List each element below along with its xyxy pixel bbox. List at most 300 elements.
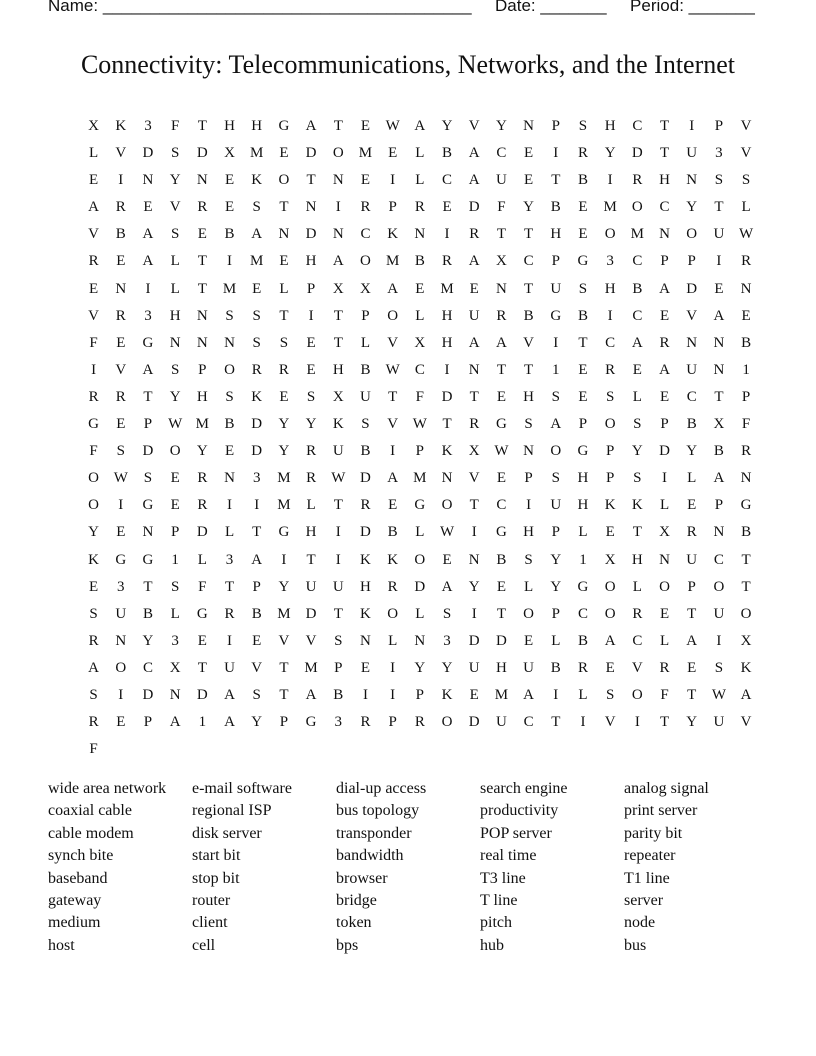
grid-letter[interactable]: T bbox=[333, 334, 343, 351]
grid-letter[interactable]: L bbox=[415, 307, 425, 324]
grid-letter[interactable]: E bbox=[496, 388, 506, 405]
grid-letter[interactable]: R bbox=[659, 659, 670, 676]
name-blank[interactable]: _______________________________________ bbox=[102, 0, 472, 15]
grid-letter[interactable]: B bbox=[577, 632, 588, 649]
grid-letter[interactable]: A bbox=[550, 416, 562, 433]
grid-letter[interactable]: C bbox=[442, 172, 453, 189]
grid-letter[interactable]: R bbox=[197, 199, 208, 216]
grid-letter[interactable]: S bbox=[252, 307, 261, 324]
grid-letter[interactable]: H bbox=[495, 659, 507, 676]
grid-letter[interactable]: P bbox=[524, 470, 533, 487]
grid-letter[interactable]: V bbox=[604, 714, 616, 731]
grid-letter[interactable]: B bbox=[550, 659, 561, 676]
grid-letter[interactable]: N bbox=[196, 307, 208, 324]
grid-letter[interactable]: Y bbox=[523, 199, 535, 216]
grid-letter[interactable]: B bbox=[741, 524, 752, 541]
grid-letter[interactable]: U bbox=[495, 714, 507, 731]
grid-letter[interactable]: P bbox=[388, 199, 397, 216]
grid-letter[interactable]: N bbox=[740, 470, 752, 487]
grid-letter[interactable]: U bbox=[305, 578, 317, 595]
grid-letter[interactable]: V bbox=[88, 307, 100, 324]
grid-letter[interactable]: W bbox=[385, 361, 400, 378]
grid-letter[interactable]: I bbox=[716, 632, 722, 649]
grid-letter[interactable]: B bbox=[442, 145, 453, 162]
grid-letter[interactable]: G bbox=[577, 253, 589, 270]
grid-letter[interactable]: A bbox=[142, 226, 154, 243]
grid-letter[interactable]: E bbox=[306, 361, 316, 378]
grid-letter[interactable]: R bbox=[278, 361, 289, 378]
grid-letter[interactable]: D bbox=[142, 686, 154, 703]
grid-letter[interactable]: A bbox=[387, 280, 399, 297]
grid-letter[interactable]: F bbox=[89, 741, 98, 758]
grid-letter[interactable]: P bbox=[660, 416, 669, 433]
grid-letter[interactable]: A bbox=[468, 145, 480, 162]
grid-letter[interactable]: T bbox=[496, 361, 506, 378]
grid-letter[interactable]: Y bbox=[142, 632, 154, 649]
grid-letter[interactable]: G bbox=[414, 497, 426, 514]
grid-letter[interactable]: O bbox=[441, 497, 453, 514]
grid-letter[interactable]: W bbox=[331, 470, 346, 487]
grid-letter[interactable]: I bbox=[607, 172, 613, 189]
grid-letter[interactable]: N bbox=[468, 361, 480, 378]
grid-letter[interactable]: C bbox=[496, 497, 507, 514]
grid-letter[interactable]: H bbox=[196, 388, 208, 405]
grid-letter[interactable]: I bbox=[471, 605, 477, 622]
grid-letter[interactable]: V bbox=[468, 470, 480, 487]
grid-letter[interactable]: U bbox=[468, 659, 480, 676]
grid-letter[interactable]: R bbox=[115, 307, 126, 324]
grid-letter[interactable]: B bbox=[224, 416, 235, 433]
grid-letter[interactable]: D bbox=[360, 470, 371, 487]
grid-letter[interactable]: I bbox=[335, 199, 341, 216]
grid-letter[interactable]: O bbox=[631, 686, 643, 703]
grid-letter[interactable]: V bbox=[169, 199, 181, 216]
grid-letter[interactable]: G bbox=[278, 524, 290, 541]
grid-letter[interactable]: H bbox=[604, 118, 616, 134]
grid-letter[interactable]: Y bbox=[441, 659, 453, 676]
grid-letter[interactable]: U bbox=[468, 307, 480, 324]
grid-letter[interactable]: S bbox=[605, 686, 615, 703]
grid-letter[interactable]: T bbox=[306, 172, 316, 189]
grid-letter[interactable]: X bbox=[495, 253, 507, 270]
grid-letter[interactable]: H bbox=[577, 497, 589, 514]
grid-letter[interactable]: H bbox=[631, 551, 643, 568]
grid-letter[interactable]: E bbox=[741, 307, 751, 324]
grid-letter[interactable]: L bbox=[659, 497, 670, 514]
grid-letter[interactable]: E bbox=[714, 280, 724, 297]
grid-letter[interactable]: L bbox=[388, 632, 398, 649]
grid-letter[interactable]: L bbox=[224, 524, 235, 541]
grid-letter[interactable]: E bbox=[388, 145, 398, 162]
grid-letter[interactable]: U bbox=[686, 145, 698, 162]
grid-letter[interactable]: D bbox=[360, 524, 371, 541]
grid-letter[interactable]: R bbox=[469, 416, 480, 433]
grid-letter[interactable]: X bbox=[659, 524, 670, 541]
grid-letter[interactable]: A bbox=[169, 714, 181, 731]
grid-letter[interactable]: E bbox=[224, 443, 235, 460]
grid-letter[interactable]: U bbox=[495, 172, 507, 189]
grid-letter[interactable]: E bbox=[578, 388, 588, 405]
grid-letter[interactable]: U bbox=[550, 280, 562, 297]
grid-letter[interactable]: 3 bbox=[144, 307, 152, 324]
grid-letter[interactable]: G bbox=[142, 551, 154, 568]
grid-letter[interactable]: N bbox=[523, 443, 535, 460]
grid-letter[interactable]: R bbox=[496, 307, 507, 324]
grid-letter[interactable]: P bbox=[361, 307, 370, 324]
grid-letter[interactable]: A bbox=[414, 118, 426, 134]
grid-letter[interactable]: M bbox=[250, 253, 264, 270]
grid-letter[interactable]: N bbox=[740, 280, 752, 297]
grid-letter[interactable]: 1 bbox=[552, 361, 560, 378]
grid-letter[interactable]: R bbox=[224, 605, 235, 622]
grid-letter[interactable]: D bbox=[196, 524, 208, 541]
grid-letter[interactable]: A bbox=[713, 307, 725, 324]
grid-letter[interactable]: M bbox=[277, 470, 291, 487]
grid-letter[interactable]: R bbox=[469, 226, 480, 243]
grid-letter[interactable]: T bbox=[333, 307, 343, 324]
grid-letter[interactable]: E bbox=[469, 280, 479, 297]
grid-letter[interactable]: R bbox=[88, 714, 99, 731]
grid-letter[interactable]: U bbox=[686, 361, 698, 378]
grid-letter[interactable]: B bbox=[360, 361, 371, 378]
grid-letter[interactable]: A bbox=[224, 686, 235, 703]
grid-letter[interactable]: I bbox=[227, 253, 233, 270]
grid-letter[interactable]: L bbox=[415, 605, 425, 622]
grid-letter[interactable]: Y bbox=[550, 551, 562, 568]
grid-letter[interactable]: K bbox=[332, 416, 344, 433]
grid-letter[interactable]: E bbox=[632, 361, 642, 378]
grid-letter[interactable]: O bbox=[332, 145, 344, 162]
grid-letter[interactable]: M bbox=[630, 226, 645, 243]
grid-letter[interactable]: T bbox=[388, 388, 398, 405]
grid-letter[interactable]: O bbox=[604, 226, 616, 243]
grid-letter[interactable]: G bbox=[740, 497, 752, 514]
grid-letter[interactable]: K bbox=[441, 686, 453, 703]
grid-letter[interactable]: C bbox=[632, 253, 643, 270]
grid-letter[interactable]: M bbox=[440, 280, 454, 297]
grid-letter[interactable]: D bbox=[305, 605, 317, 622]
grid-letter[interactable]: P bbox=[714, 497, 724, 514]
grid-letter[interactable]: O bbox=[115, 659, 127, 676]
grid-letter[interactable]: O bbox=[604, 578, 616, 595]
grid-letter[interactable]: N bbox=[441, 470, 453, 487]
grid-letter[interactable]: B bbox=[333, 686, 344, 703]
grid-letter[interactable]: D bbox=[414, 578, 426, 595]
grid-letter[interactable]: O bbox=[686, 226, 698, 243]
grid-letter[interactable]: V bbox=[686, 307, 698, 324]
grid-letter[interactable]: B bbox=[713, 443, 724, 460]
grid-letter[interactable]: C bbox=[523, 253, 534, 270]
grid-letter[interactable]: X bbox=[169, 659, 181, 676]
grid-letter[interactable]: L bbox=[578, 686, 588, 703]
grid-letter[interactable]: I bbox=[118, 172, 124, 189]
grid-letter[interactable]: T bbox=[224, 578, 235, 595]
grid-letter[interactable]: I bbox=[662, 470, 668, 487]
grid-letter[interactable]: P bbox=[605, 443, 615, 460]
grid-letter[interactable]: O bbox=[360, 253, 371, 270]
grid-letter[interactable]: V bbox=[740, 714, 752, 731]
grid-letter[interactable]: G bbox=[550, 307, 562, 324]
grid-letter[interactable]: P bbox=[415, 686, 425, 703]
grid-letter[interactable]: K bbox=[740, 659, 752, 676]
grid-letter[interactable]: U bbox=[550, 497, 562, 514]
grid-letter[interactable]: M bbox=[250, 145, 264, 162]
grid-letter[interactable]: P bbox=[551, 524, 560, 541]
grid-letter[interactable]: P bbox=[170, 524, 180, 541]
grid-letter[interactable]: N bbox=[115, 280, 127, 297]
grid-letter[interactable]: I bbox=[362, 686, 368, 703]
grid-letter[interactable]: N bbox=[659, 226, 670, 243]
grid-letter[interactable]: O bbox=[224, 361, 235, 378]
grid-letter[interactable]: 3 bbox=[144, 118, 152, 134]
grid-letter[interactable]: D bbox=[305, 145, 317, 162]
grid-letter[interactable]: E bbox=[605, 659, 615, 676]
grid-letter[interactable]: Y bbox=[305, 416, 317, 433]
grid-letter[interactable]: M bbox=[277, 605, 291, 622]
grid-letter[interactable]: R bbox=[88, 388, 99, 405]
grid-letter[interactable]: I bbox=[335, 524, 341, 541]
grid-letter[interactable]: I bbox=[390, 172, 396, 189]
grid-letter[interactable]: S bbox=[306, 388, 316, 405]
grid-letter[interactable]: U bbox=[523, 659, 535, 676]
grid-letter[interactable]: S bbox=[252, 199, 261, 216]
grid-letter[interactable]: T bbox=[687, 686, 697, 703]
grid-letter[interactable]: 3 bbox=[252, 470, 261, 487]
grid-letter[interactable]: L bbox=[632, 578, 642, 595]
grid-letter[interactable]: N bbox=[196, 172, 208, 189]
grid-letter[interactable]: Y bbox=[686, 199, 698, 216]
grid-letter[interactable]: B bbox=[523, 307, 534, 324]
grid-letter[interactable]: S bbox=[578, 280, 588, 297]
grid-letter[interactable]: R bbox=[686, 524, 697, 541]
grid-letter[interactable]: T bbox=[197, 659, 207, 676]
grid-letter[interactable]: L bbox=[170, 280, 180, 297]
grid-letter[interactable]: A bbox=[142, 361, 154, 378]
grid-letter[interactable]: E bbox=[578, 199, 588, 216]
grid-letter[interactable]: K bbox=[631, 497, 643, 514]
grid-letter[interactable]: 3 bbox=[117, 578, 125, 595]
grid-letter[interactable]: A bbox=[387, 470, 399, 487]
grid-letter[interactable]: 1 bbox=[579, 551, 587, 568]
grid-letter[interactable]: R bbox=[442, 253, 453, 270]
grid-letter[interactable]: N bbox=[196, 334, 208, 351]
grid-letter[interactable]: S bbox=[225, 307, 234, 324]
grid-letter[interactable]: R bbox=[360, 199, 371, 216]
grid-letter[interactable]: T bbox=[659, 118, 670, 134]
grid-letter[interactable]: S bbox=[714, 172, 724, 189]
grid-letter[interactable]: S bbox=[633, 416, 642, 433]
grid-letter[interactable]: G bbox=[495, 524, 507, 541]
grid-letter[interactable]: H bbox=[523, 388, 535, 405]
grid-letter[interactable]: S bbox=[170, 361, 180, 378]
grid-letter[interactable]: N bbox=[142, 524, 154, 541]
grid-letter[interactable]: Y bbox=[686, 714, 698, 731]
grid-letter[interactable]: V bbox=[115, 361, 127, 378]
grid-letter[interactable]: M bbox=[494, 686, 509, 703]
grid-letter[interactable]: G bbox=[196, 605, 208, 622]
grid-letter[interactable]: E bbox=[116, 416, 126, 433]
grid-letter[interactable]: U bbox=[713, 605, 725, 622]
grid-letter[interactable]: N bbox=[169, 686, 181, 703]
grid-letter[interactable]: B bbox=[360, 443, 371, 460]
grid-letter[interactable]: I bbox=[227, 632, 233, 649]
grid-letter[interactable]: S bbox=[551, 470, 560, 487]
grid-letter[interactable]: N bbox=[659, 551, 670, 568]
grid-letter[interactable]: D bbox=[468, 199, 480, 216]
grid-letter[interactable]: O bbox=[604, 605, 616, 622]
grid-letter[interactable]: G bbox=[115, 551, 127, 568]
grid-letter[interactable]: S bbox=[633, 470, 642, 487]
grid-letter[interactable]: 1 bbox=[171, 551, 179, 568]
grid-letter[interactable]: E bbox=[197, 632, 207, 649]
grid-letter[interactable]: S bbox=[170, 226, 180, 243]
grid-letter[interactable]: P bbox=[714, 118, 724, 134]
grid-letter[interactable]: B bbox=[577, 172, 588, 189]
grid-letter[interactable]: T bbox=[252, 524, 262, 541]
grid-letter[interactable]: T bbox=[714, 388, 724, 405]
grid-letter[interactable]: S bbox=[170, 578, 180, 595]
grid-letter[interactable]: R bbox=[577, 145, 588, 162]
grid-letter[interactable]: W bbox=[113, 470, 128, 487]
grid-letter[interactable]: I bbox=[553, 686, 559, 703]
grid-letter[interactable]: L bbox=[415, 145, 425, 162]
grid-letter[interactable]: G bbox=[495, 416, 507, 433]
grid-letter[interactable]: D bbox=[495, 632, 507, 649]
grid-letter[interactable]: B bbox=[577, 307, 588, 324]
grid-letter[interactable]: O bbox=[550, 443, 562, 460]
grid-letter[interactable]: M bbox=[222, 280, 237, 297]
grid-letter[interactable]: E bbox=[252, 632, 262, 649]
grid-letter[interactable]: A bbox=[659, 280, 670, 297]
grid-letter[interactable]: N bbox=[414, 632, 426, 649]
grid-letter[interactable]: R bbox=[360, 714, 371, 731]
grid-letter[interactable]: G bbox=[577, 578, 589, 595]
grid-letter[interactable]: Y bbox=[686, 443, 698, 460]
grid-letter[interactable]: N bbox=[468, 551, 480, 568]
grid-letter[interactable]: R bbox=[115, 199, 126, 216]
grid-letter[interactable]: S bbox=[89, 605, 98, 622]
grid-letter[interactable]: T bbox=[659, 145, 670, 162]
grid-letter[interactable]: C bbox=[632, 632, 643, 649]
grid-letter[interactable]: W bbox=[385, 118, 400, 134]
grid-letter[interactable]: H bbox=[441, 307, 453, 324]
grid-letter[interactable]: C bbox=[713, 551, 724, 568]
grid-letter[interactable]: H bbox=[332, 361, 344, 378]
grid-letter[interactable]: T bbox=[333, 605, 343, 622]
grid-letter[interactable]: E bbox=[143, 199, 153, 216]
grid-letter[interactable]: R bbox=[741, 443, 752, 460]
grid-letter[interactable]: B bbox=[115, 226, 126, 243]
grid-letter[interactable]: K bbox=[604, 497, 616, 514]
grid-letter[interactable]: A bbox=[88, 199, 100, 216]
grid-letter[interactable]: N bbox=[495, 280, 507, 297]
grid-letter[interactable]: D bbox=[468, 632, 480, 649]
grid-letter[interactable]: L bbox=[578, 524, 588, 541]
grid-letter[interactable]: U bbox=[713, 714, 725, 731]
grid-letter[interactable]: X bbox=[414, 334, 426, 351]
grid-letter[interactable]: K bbox=[251, 172, 263, 189]
grid-letter[interactable]: D bbox=[441, 388, 453, 405]
grid-letter[interactable]: S bbox=[605, 388, 615, 405]
grid-letter[interactable]: K bbox=[251, 388, 263, 405]
grid-letter[interactable]: N bbox=[115, 632, 127, 649]
grid-letter[interactable]: P bbox=[198, 361, 207, 378]
grid-letter[interactable]: X bbox=[332, 280, 344, 297]
grid-letter[interactable]: E bbox=[360, 118, 371, 134]
grid-letter[interactable]: W bbox=[739, 226, 754, 243]
grid-letter[interactable]: B bbox=[414, 253, 425, 270]
grid-letter[interactable]: E bbox=[415, 280, 425, 297]
grid-letter[interactable]: E bbox=[116, 253, 126, 270]
grid-letter[interactable]: E bbox=[578, 361, 588, 378]
grid-letter[interactable]: D bbox=[142, 145, 154, 162]
grid-letter[interactable]: E bbox=[360, 172, 371, 189]
grid-letter[interactable]: E bbox=[659, 388, 670, 405]
grid-letter[interactable]: R bbox=[88, 253, 99, 270]
grid-letter[interactable]: A bbox=[523, 686, 535, 703]
grid-letter[interactable]: O bbox=[387, 605, 399, 622]
grid-letter[interactable]: S bbox=[143, 470, 153, 487]
grid-letter[interactable]: R bbox=[88, 632, 99, 649]
grid-letter[interactable]: O bbox=[278, 172, 290, 189]
grid-letter[interactable]: D bbox=[468, 714, 480, 731]
grid-letter[interactable]: C bbox=[577, 605, 588, 622]
grid-letter[interactable]: G bbox=[88, 416, 100, 433]
grid-letter[interactable]: X bbox=[332, 388, 344, 405]
grid-letter[interactable]: L bbox=[741, 199, 751, 216]
grid-letter[interactable]: 3 bbox=[334, 714, 343, 731]
grid-letter[interactable]: D bbox=[142, 443, 154, 460]
grid-letter[interactable]: M bbox=[358, 145, 373, 162]
grid-letter[interactable]: I bbox=[689, 118, 695, 134]
grid-letter[interactable]: P bbox=[741, 388, 751, 405]
grid-letter[interactable]: S bbox=[225, 388, 234, 405]
grid-letter[interactable]: C bbox=[523, 714, 534, 731]
grid-letter[interactable]: K bbox=[441, 443, 453, 460]
grid-letter[interactable]: S bbox=[442, 605, 452, 622]
grid-letter[interactable]: E bbox=[578, 226, 588, 243]
grid-letter[interactable]: T bbox=[524, 361, 534, 378]
grid-letter[interactable]: P bbox=[143, 416, 153, 433]
grid-letter[interactable]: F bbox=[170, 118, 180, 134]
grid-letter[interactable]: P bbox=[660, 253, 669, 270]
grid-letter[interactable]: T bbox=[632, 524, 642, 541]
grid-letter[interactable]: L bbox=[89, 145, 99, 162]
grid-letter[interactable]: A bbox=[495, 334, 507, 351]
grid-letter[interactable]: A bbox=[468, 172, 480, 189]
grid-letter[interactable]: S bbox=[524, 551, 533, 568]
grid-letter[interactable]: L bbox=[306, 497, 316, 514]
grid-letter[interactable]: E bbox=[605, 524, 615, 541]
grid-letter[interactable]: T bbox=[279, 199, 289, 216]
grid-letter[interactable]: R bbox=[632, 605, 643, 622]
grid-letter[interactable]: B bbox=[686, 416, 697, 433]
grid-letter[interactable]: R bbox=[605, 361, 616, 378]
grid-letter[interactable]: T bbox=[469, 388, 479, 405]
grid-letter[interactable]: F bbox=[497, 199, 506, 216]
grid-letter[interactable]: E bbox=[279, 388, 289, 405]
grid-letter[interactable]: E bbox=[170, 497, 180, 514]
grid-letter[interactable]: I bbox=[308, 307, 314, 324]
grid-letter[interactable]: 3 bbox=[171, 632, 179, 649]
grid-letter[interactable]: 1 bbox=[198, 714, 207, 731]
grid-letter[interactable]: W bbox=[711, 686, 726, 703]
grid-letter[interactable]: C bbox=[142, 659, 153, 676]
grid-letter[interactable]: G bbox=[577, 443, 589, 460]
grid-letter[interactable]: R bbox=[741, 253, 752, 270]
grid-letter[interactable]: E bbox=[496, 470, 506, 487]
grid-letter[interactable]: B bbox=[387, 524, 398, 541]
